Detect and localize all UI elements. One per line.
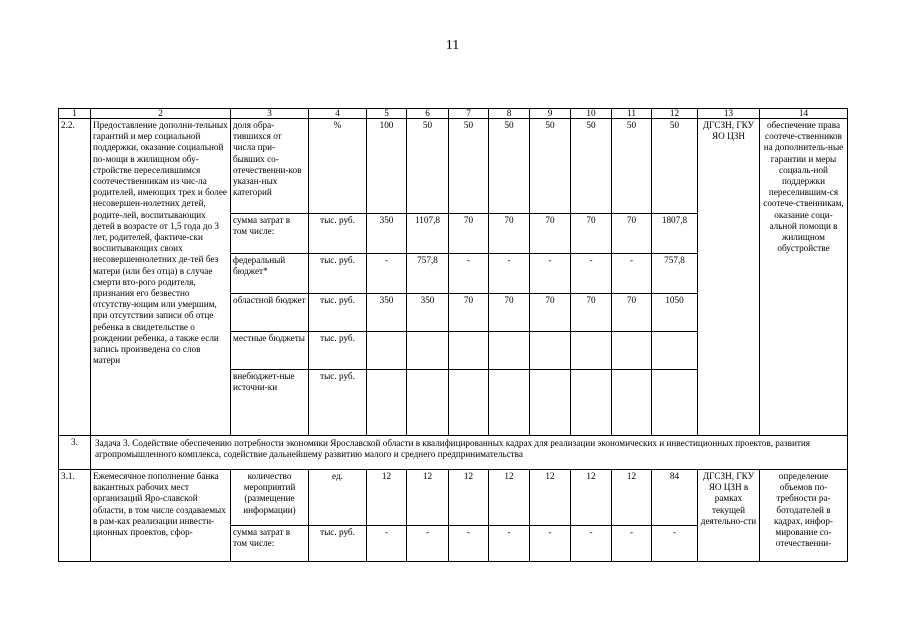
header-cell: 6 bbox=[407, 109, 449, 119]
value-cell: - bbox=[571, 254, 612, 294]
value-cell bbox=[367, 332, 407, 370]
table-row bbox=[59, 470, 848, 526]
value-cell: - bbox=[367, 526, 407, 562]
header-cell: 14 bbox=[760, 109, 848, 119]
header-cell: 1 bbox=[59, 109, 91, 119]
header-cell: 11 bbox=[612, 109, 652, 119]
value-cell bbox=[612, 370, 652, 436]
value-cell: 100 bbox=[367, 119, 407, 214]
value-cell: 70 bbox=[489, 294, 530, 332]
indicator-cell: областной бюджет bbox=[231, 294, 309, 332]
header-cell: 8 bbox=[489, 109, 530, 119]
unit-cell: тыс. руб. bbox=[309, 526, 367, 562]
value-cell: 12 bbox=[407, 470, 449, 526]
value-cell: 757,8 bbox=[407, 254, 449, 294]
program-table bbox=[58, 108, 848, 562]
indicator-cell: количество мероприятий (размещение информации) bbox=[231, 470, 309, 526]
value-cell: 84 bbox=[652, 470, 698, 526]
value-cell: - bbox=[571, 526, 612, 562]
header-cell: 4 bbox=[309, 109, 367, 119]
value-cell bbox=[652, 370, 698, 436]
header-row bbox=[59, 109, 848, 119]
value-cell: 70 bbox=[530, 294, 571, 332]
page-number: 11 bbox=[445, 38, 460, 53]
unit-cell: % bbox=[309, 119, 367, 214]
indicator-cell: сумма затрат в том числе: bbox=[231, 214, 309, 254]
value-cell bbox=[489, 332, 530, 370]
value-cell: 70 bbox=[571, 294, 612, 332]
value-cell: 70 bbox=[489, 214, 530, 254]
value-cell bbox=[571, 332, 612, 370]
value-cell: 1807,8 bbox=[652, 214, 698, 254]
value-cell: 50 bbox=[489, 119, 530, 214]
value-cell bbox=[489, 370, 530, 436]
header-cell: 12 bbox=[652, 109, 698, 119]
result-cell: обеспечение права соотече-ственников на дополнитель-ные гарантии и меры социаль-ной поддержки переселившим-ся соотече-ственникам, оказание соци-альной помощи в жилищном обустройстве bbox=[760, 119, 848, 436]
value-cell bbox=[530, 370, 571, 436]
unit-cell: тыс. руб. bbox=[309, 214, 367, 254]
measure-cell: Ежемесячное пополнение банка вакантных рабочих мест организаций Яро-славской области, в том числе создаваемых в рам-ках реализации инвести-ционных проектов, сфор- bbox=[91, 470, 231, 562]
unit-cell: тыс. руб. bbox=[309, 332, 367, 370]
indicator-cell: местные бюджеты bbox=[231, 332, 309, 370]
value-cell: 12 bbox=[571, 470, 612, 526]
value-cell: 70 bbox=[571, 214, 612, 254]
value-cell: 1107,8 bbox=[407, 214, 449, 254]
unit-cell: тыс. руб. bbox=[309, 294, 367, 332]
task-text: Задача 3. Содействие обеспечению потребности экономики Ярославской области в квалифицированных кадрах для реализации экономических и инвестиционных проектов, развития агропромышленного комплекса, содействие дальнейшему развитию малого и среднего предпринимательства bbox=[91, 436, 848, 470]
task-row bbox=[59, 436, 848, 470]
value-cell bbox=[367, 370, 407, 436]
value-cell bbox=[407, 332, 449, 370]
value-cell: 50 bbox=[571, 119, 612, 214]
value-cell: - bbox=[652, 526, 698, 562]
row-number: 3.1. bbox=[59, 470, 91, 562]
value-cell: 12 bbox=[489, 470, 530, 526]
value-cell: 12 bbox=[449, 470, 489, 526]
value-cell: - bbox=[449, 254, 489, 294]
value-cell: 350 bbox=[367, 214, 407, 254]
measure-cell: Предоставление дополни-тельных гарантий и мер социальной поддержки, оказание социальной по-мощи в жилищном обу-стройстве переселившимся соотечественникам из чис-ла родителей, имеющих трех и более несовершен-нолетних детей, родите-лей, воспитывающих детей в возрасте от 1,5 года до 3 лет, родителей, фактиче-ски воспитывающих своих несовершеннолетних де-тей без матери (или без отца) в случае смерти вто-рого родителя, признания его безвестно отсутству-ющим или умершим, при отсутствии записи об отце ребенка в свидетельстве о рождении ребенка, а также если запись произведена со слов матери bbox=[91, 119, 231, 436]
value-cell: - bbox=[489, 254, 530, 294]
result-cell: определение объемов по-требности ра-ботодателей в кадрах, инфор-мирование со-отечественни- bbox=[760, 470, 848, 562]
value-cell: - bbox=[612, 526, 652, 562]
value-cell: 12 bbox=[612, 470, 652, 526]
value-cell: 350 bbox=[367, 294, 407, 332]
value-cell: - bbox=[449, 526, 489, 562]
value-cell bbox=[571, 370, 612, 436]
value-cell: - bbox=[367, 254, 407, 294]
value-cell bbox=[449, 332, 489, 370]
value-cell: - bbox=[407, 526, 449, 562]
row-number: 2.2. bbox=[59, 119, 91, 436]
unit-cell: тыс. руб. bbox=[309, 254, 367, 294]
value-cell: 50 bbox=[612, 119, 652, 214]
executor-cell: ДГСЗН, ГКУ ЯО ЦЗН в рамках текущей деятельно-сти bbox=[698, 470, 760, 562]
value-cell bbox=[449, 370, 489, 436]
indicator-cell: доля обра-тившихся от числа при-бывших со-отечественни-ков указан-ных категорий bbox=[231, 119, 309, 214]
value-cell: 757,8 bbox=[652, 254, 698, 294]
unit-cell: тыс. руб. bbox=[309, 370, 367, 436]
value-cell bbox=[652, 332, 698, 370]
value-cell: 70 bbox=[612, 294, 652, 332]
value-cell bbox=[612, 332, 652, 370]
value-cell: 70 bbox=[530, 214, 571, 254]
value-cell: - bbox=[612, 254, 652, 294]
value-cell bbox=[407, 370, 449, 436]
value-cell: 70 bbox=[449, 294, 489, 332]
value-cell: 50 bbox=[652, 119, 698, 214]
header-cell: 7 bbox=[449, 109, 489, 119]
value-cell: 12 bbox=[530, 470, 571, 526]
value-cell: - bbox=[489, 526, 530, 562]
indicator-cell: сумма затрат в том числе: bbox=[231, 526, 309, 562]
indicator-cell: федеральный бюджет* bbox=[231, 254, 309, 294]
value-cell: 12 bbox=[367, 470, 407, 526]
indicator-cell: внебюджет-ные источни-ки bbox=[231, 370, 309, 436]
header-cell: 9 bbox=[530, 109, 571, 119]
value-cell: 350 bbox=[407, 294, 449, 332]
row-number: 3. bbox=[59, 436, 91, 470]
value-cell bbox=[530, 332, 571, 370]
header-cell: 3 bbox=[231, 109, 309, 119]
value-cell: 70 bbox=[449, 214, 489, 254]
unit-cell: ед. bbox=[309, 470, 367, 526]
value-cell: 50 bbox=[530, 119, 571, 214]
header-cell: 5 bbox=[367, 109, 407, 119]
header-cell: 2 bbox=[91, 109, 231, 119]
value-cell: 70 bbox=[612, 214, 652, 254]
value-cell: - bbox=[530, 254, 571, 294]
executor-cell: ДГСЗН, ГКУ ЯО ЦЗН bbox=[698, 119, 760, 436]
header-cell: 13 bbox=[698, 109, 760, 119]
value-cell: 50 bbox=[407, 119, 449, 214]
value-cell: 1050 bbox=[652, 294, 698, 332]
value-cell: 50 bbox=[449, 119, 489, 214]
table-row bbox=[59, 119, 848, 214]
value-cell: - bbox=[530, 526, 571, 562]
header-cell: 10 bbox=[571, 109, 612, 119]
